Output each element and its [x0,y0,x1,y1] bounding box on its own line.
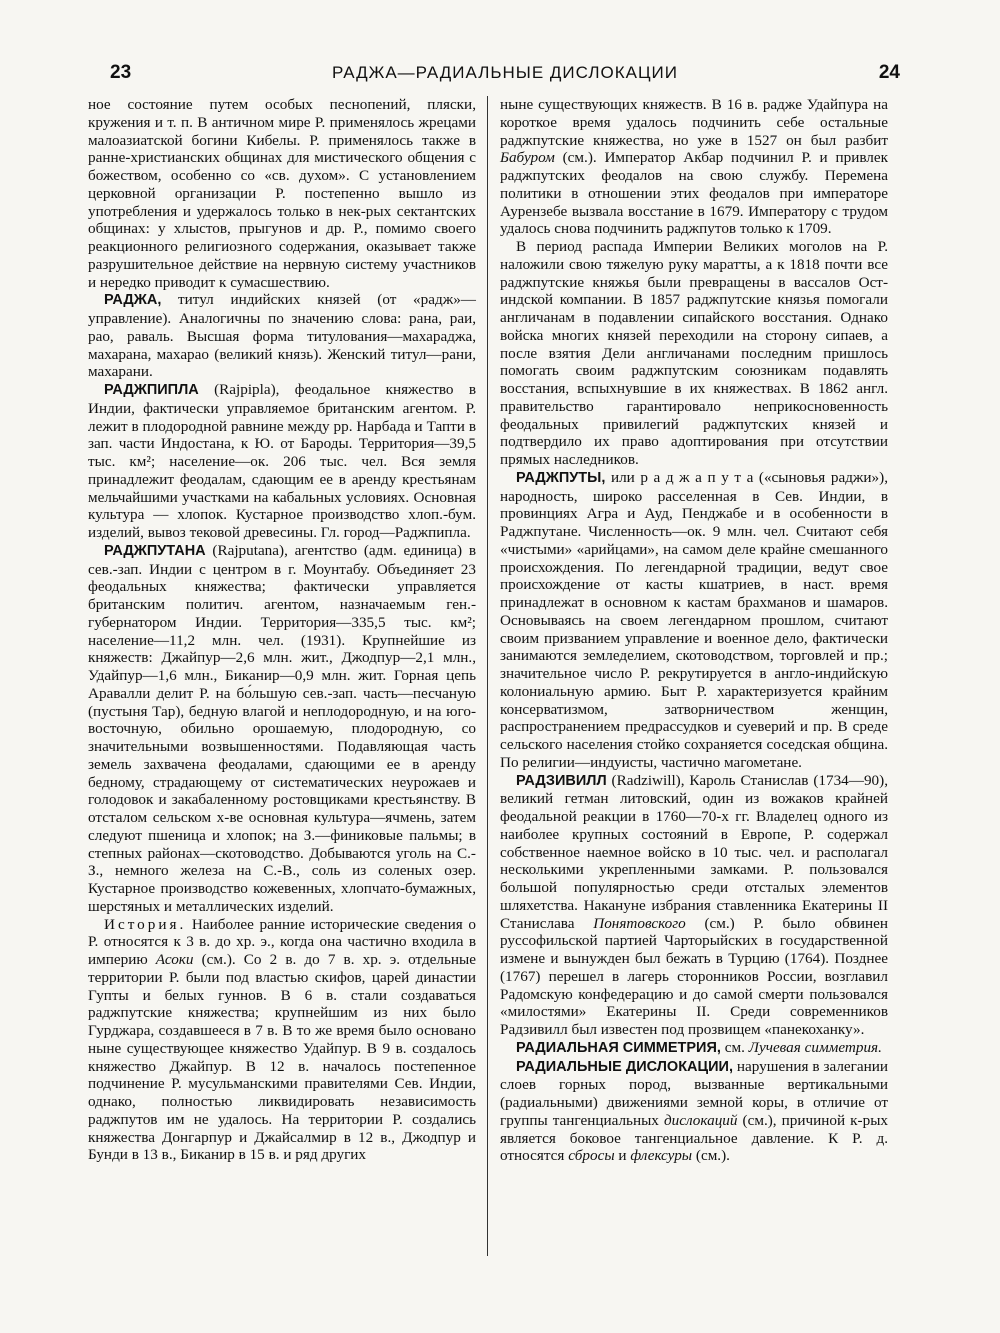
page-header [110,58,900,88]
entry-text: см. [720,1038,749,1056]
entry-text: (см.). Со 2 в. до 7 в. хр. э. отдельные территории Р. были под властью скифов, царей династии Гупты и белых гуннов. В 6 в. стали создаваться раджпутские княжества; крупнейшим из них было Гурджара, создавшееся в 7 в. В то же время было основано ныне существующее княжество Удайпур. В 9 в. создалось княжество Джайпур. В 12 в. началось постепенное подчинение Р. мусульманскими правителями Сев. Индии, однако, полностью ликвидировать независимость раджпутов им не удалось. На территории Р. создались княжества Донгарпур и Джайсалмир в 12 в., Джодпур и Бунди в 13 в., Биканир в 15 в. и ряд других [88,951,476,1164]
entry-radial-symmetry [500,1039,888,1058]
cross-reference[interactable]: дислокаций [663,1111,738,1129]
page-number-left: 23 [110,62,132,83]
entry-radzhpipla [88,381,476,542]
entry-text: (см.). Император Акбар подчинил Р. и привлек раджпутских феодалов на свою службу. Перемена политики в отношении этих феодалов при императоре Аурензебе вызвала восстание в 1679. Императору с трудом удалось снова подчинить раджпутов только к 1709. [500,149,888,238]
entry-text: и [614,1147,631,1165]
cross-reference[interactable]: Бабуром [500,149,555,167]
entry-headword: РАДЖА, [104,292,162,309]
page-number-right: 24 [878,62,900,83]
entry-text: (Radziwill), Кароль Станислав (1734—90), великий гетман литовский, один из вожаков крайней феодальной реакции в 1760—70-х гг. Владелец одного из наиболее крупных состояний в Европе, Р. содержал собственное наемное войско в 10 тыс. чел. и располагал несколькими укрепленными замками. Р. пользовался большой популярностью среди отсталых элементов шляхетства. Накануне избрания ставленника Екатерины II Станислава [500,771,888,932]
entry-text: нарушения в залегании слоев горных пород, вызванные вертикальными (радиальными) движениями земной коры, в отличие от группы тангенциальных [500,1057,888,1129]
cross-reference[interactable]: сбросы [568,1147,615,1165]
entry-text: (Rajpipla), феодальное княжество в Индии, фактически управляемое британским агентом. Р. лежит в плодородной равнине между рр. Нарбада и Тапти в зап. части Индостана, к Ю. от Бароды. Территория—39,5 тыс. км²; население—ок. 206 тыс. чел. Вся земля принадлежит феодалам, сдающим ее в аренду крестьянам мельчайшими участками на кабальных условиях. Основная культура — хлопок. Кустарное производство хлоп.-бум. изделий, вывоз тековой древесины. Гл. город—Раджпипла. [88,381,476,541]
entry-headword: РАДИАЛЬНЫЕ ДИСЛОКАЦИИ, [516,1058,733,1075]
paragraph: В период распада Империи Великих моголов на Р. наложили свою тяжелую руку маратты, а к 1818 почти все раджпутские княжья были превращены в вассалов Ост-индской компании. В 1857 раджпутские князья помогали англичанам в подавлении сипайского восстания. Однако войска многих князей переходили на сторону сипаев, а после взятия Дели англичанами последним пришлось помогать своим раджпутским союзникам подавлять восстания, вспыхнувшие в их княжествах. В 1862 англ. правительство гарантировало неприкосновенность феодальных привилегий раджпутских князей и подтвердило их право адоптирования при отсутствии прямых наследников. [500,238,888,468]
paragraph-continuation: ное состояние путем особых песнопений, пляски, кружения и т. п. В античном мире Р. применялось жрецами малоазиатской богини Кибелы. Р. применялось также в ранне-христианских общинах для мистического общения с божеством, особенно со «св. духом». С установлением церковной организации Р. постепенно вышло из употребления и удержалось только в нек-рых сектантских общинах: у хлыстов, прыгунов и др. Р., помимо своего реакционного религиозного содержания, оказывает также разрушительное действие на нервную систему участников и нередко приводит к сумасшествию. [88,96,476,291]
running-title: РАДЖА—РАДИАЛЬНЫЕ ДИСЛОКАЦИИ [332,63,678,82]
entry-history [88,916,476,1165]
entry-headword: РАДЖПУТЫ, [516,469,606,486]
column-divider [487,96,488,1256]
cross-reference[interactable]: Асоки [155,951,194,968]
entry-text: Наиболее ранние исторические сведения о Р. относятся к 3 в. до хр. э., когда она частично входила в империю [88,915,476,968]
right-column [500,96,888,1165]
entry-radzhputana [88,542,476,916]
entry-text: (см.). [692,1147,730,1165]
left-column [88,96,476,1164]
entry-text: (см.) Р. было обвинен руссофильской партией Чарторыйских в государственной измене и вынужден был бежать в Турцию (1764). Позднее (1767) перешел в лагерь сторонников России, возглавил Радомскую конфедерацию и до самой смерти пользовался «милостями» Екатерины II. Среди современников Радзивилл был известен под прозвищем «панекоханку». [500,914,888,1038]
entry-headword: РАДЖПИПЛА [104,382,199,398]
entry-text: («сыновья раджи»), народность, широко расселенная в Сев. Индии, в провинциях Агра и Ауд, Пенджабе и в особенности в Раджпутане. Численность—ок. 9 млн. чел. Считают себя «чистыми» «арийцами», на самом деле крайне смешанного происхождения. По легендарной традиции, ведут свое происхождение от касты кшатриев, в наст. время принадлежат в основном к кастам брахманов и шамаров. Основываясь на своем легендарном прошлом, считают своим призванием управление и военное дело, фактически занимаются земледелием, скотоводством, торговлей и пр.; значительное число Р. рекрутируется в англо-индийскую колониальную армию. Быт Р. характеризуется крайним консерватизмом, затворничеством женщин, распространением предрассудков и суеверий и пр. В среде сельского населения стойко сохраняется соседская община. По религии—индуисты, частично магометане. [500,468,888,771]
entry-text: (см.), причиной к-рых является боковое тангенциальное давление. К Р. д. относятся [500,1111,889,1165]
section-lead: История. [104,915,187,933]
entry-variant: или р а д ж а п у т а [605,468,754,486]
paragraph-continuation [500,96,888,238]
entry-text: титул индийских князей (от «радж»—управление). Аналогичны по значению слова: рана, раи, рао, раваль. Высшая форма титулования—махараджа, махарана, махарао (великий князь). Женский титул—рани, махарани. [88,291,476,381]
entry-headword: РАДЗИВИЛЛ [516,772,607,789]
cross-reference[interactable]: Лучевая симметрия. [748,1038,882,1056]
entry-headword: РАДЖПУТАНА [104,542,206,559]
entry-radzhputy [500,469,888,772]
cross-reference[interactable]: флексуры [630,1147,693,1165]
entry-radial-dislocations [500,1058,888,1166]
entry-headword: РАДИАЛЬНАЯ СИММЕТРИЯ, [516,1039,721,1056]
entry-text: ныне существующих княжеств. В 16 в. радже Удайпура на короткое время удалось подчинить себе остальные раджпутские княжества, но уже в 1527 он был разбит [500,96,888,149]
entry-text: (Rajputana), агентство (адм. единица) в сев.-зап. Индии с центром в г. Моунтабу. Объединяет 23 феодальных княжества; фактически управляется британским политич. агентом, назначаемым ген.-губернатором Индии. Территория—335,5 тыс. км²; население—11,2 млн. чел. (1931). Крупнейшие из княжеств: Джайпур—2,6 млн. жит., Джодпур—2,1 млн., Удайпур—1,6 млн., Биканир—0,9 млн. жит. Горная цепь Аравалли делит Р. на бо́льшую сев.-зап. часть—песчаную (пустыня Тар), бедную влагой и неплодородную, и на юго-восточную, обильно орошаемую, плодородную, со значительными возвышенностями. Подавляющая часть земель захвачена феодалами, сдающими ее в аренду бедному, страдающему от систематических неурожаев и голодовок и закабаленному ростовщиками крестьянству. В отсталом сельском х-ве основная культура—ячмень, затем следуют пшеница и хлопок; на З.—финиковые пальмы; в степных районах—скотоводство. Добываются уголь на С.-З., немного железа на С.-В., соль из соленых озер. Кустарное производство кожевенных, хлопчато-бумажных, шерстяных и металлических изделий. [88,541,476,915]
entry-radzha [88,291,476,381]
cross-reference[interactable]: Понятовского [593,914,686,932]
entry-radzivill [500,772,888,1039]
